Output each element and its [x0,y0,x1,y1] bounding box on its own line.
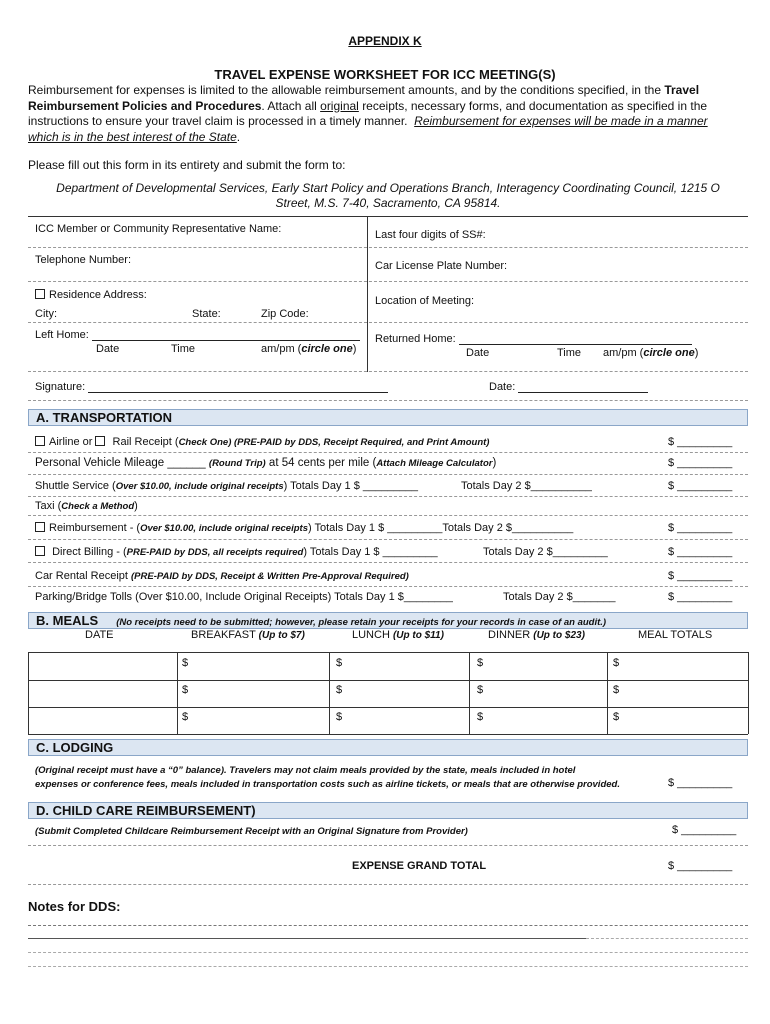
dinner-cell[interactable]: $ [477,657,484,669]
dinner-cell[interactable]: $ [477,684,484,696]
meals-col-date: DATE [85,629,114,641]
notes-line[interactable] [28,966,748,967]
divider [367,216,368,372]
reimbursement-amount-field[interactable]: $ _________ [668,522,733,534]
mailing-address: Department of Developmental Services, Early Start Policy and Operations Branch, Interagency Coordinating Council, 1215 O Street, M.S. 7-40, Sacramento, CA 95814. [56,181,720,210]
telephone-field[interactable]: Telephone Number: [35,254,132,266]
taxi-reimbursement-row[interactable]: Reimbursement - (Over $10.00, include original receipts) Totals Day 1 $ _________Totals Day 2 $__________ [35,522,573,534]
page-title: TRAVEL EXPENSE WORKSHEET FOR ICC MEETING(S) [214,67,556,82]
divider [28,884,748,885]
divider [28,371,748,372]
notes-line[interactable] [28,925,748,926]
divider [329,652,330,734]
meal-total-cell[interactable]: $ [613,684,620,696]
divider [28,400,748,401]
lunch-cell[interactable]: $ [336,711,343,723]
plate-field[interactable]: Car License Plate Number: [375,260,508,272]
divider [28,452,748,453]
divider [28,247,748,248]
meals-heading: B. MEALS (No receipts need to be submitted; however, please retain your receipts for your records in case of an audit.) [28,612,748,629]
divider [28,474,748,475]
shuttle-day2-field[interactable]: Totals Day 2 $__________ [461,480,592,492]
parking-amount-field[interactable]: $ _________ [668,591,733,603]
left-home-date-label: Date [96,343,120,355]
notes-line[interactable] [28,938,586,939]
shuttle-row[interactable]: Shuttle Service (Over $10.00, include original receipts) Totals Day 1 $ _________ [35,480,418,492]
divider [177,652,178,734]
parking-day2-field[interactable]: Totals Day 2 $_______ [503,591,616,603]
meal-total-cell[interactable]: $ [613,711,620,723]
parking-row[interactable]: Parking/Bridge Tolls (Over $10.00, Include Original Receipts) Totals Day 1 $________ [35,591,453,603]
divider [28,322,367,323]
divider [369,322,748,323]
divider [28,680,748,681]
meeting-location-field[interactable]: Location of Meeting: [375,295,475,307]
residence-checkbox[interactable] [35,289,45,299]
appendix-label: APPENDIX K [348,34,422,48]
notes-line[interactable] [28,952,748,953]
childcare-amount-field[interactable]: $ _________ [672,824,737,836]
lodging-amount-field[interactable]: $ _________ [668,777,733,789]
divider [748,652,749,734]
breakfast-cell[interactable]: $ [182,657,189,669]
city-field[interactable]: City: [35,308,57,320]
lodging-note-1: (Original receipt must have a “0” balance). Travelers may not claim meals provided by the state, meals included in hotel [35,765,576,776]
divider [28,562,748,563]
left-home-time-label: Time [171,343,196,355]
shuttle-amount-field[interactable]: $ _________ [668,480,733,492]
meals-col-total: MEAL TOTALS [638,629,713,641]
returned-ampm-label: am/pm (circle one) [603,347,699,359]
signature-date-field[interactable]: Date: [489,381,648,393]
lunch-cell[interactable]: $ [336,657,343,669]
grand-total-field[interactable]: $ _________ [668,860,733,872]
divider [28,652,29,734]
rail-checkbox[interactable] [95,436,105,446]
divider [28,281,748,282]
divider [28,216,748,217]
direct-billing-row[interactable]: Direct Billing - (PRE-PAID by DDS, all receipts required) Totals Day 1 $ _________ [35,546,438,558]
intro-paragraph: Reimbursement for expenses is limited to the allowable reimbursement amounts, and by the conditions specified, in the Travel Reimbursement Policies and Procedures. Attach all original receipts, necessary forms, and documentation as specified in the instructions to ensure your travel claim is processed in a timely manner. Reimbursement for expenses will be made in a manner which is in the best interest of the State. [28,83,708,144]
direct-billing-day2-field[interactable]: Totals Day 2 $_________ [483,546,608,558]
notes-line[interactable] [586,938,748,939]
childcare-heading: D. CHILD CARE REIMBURSEMENT) [28,802,748,819]
mileage-row[interactable]: Personal Vehicle Mileage ______ (Round Trip) at 54 cents per mile (Attach Mileage Calculator) [35,457,497,469]
divider [607,652,608,734]
divider [28,652,748,653]
notes-label: Notes for DDS: [28,899,121,914]
meal-total-cell[interactable]: $ [613,657,620,669]
airline-checkbox[interactable] [35,436,45,446]
direct-billing-checkbox[interactable] [35,546,45,556]
residence-address-field[interactable]: Residence Address: [35,289,147,301]
taxi-row: Taxi (Check a Method) [35,500,138,512]
mileage-amount-field[interactable]: $ _________ [668,457,733,469]
left-home-ampm-label: am/pm (circle one) [261,343,357,355]
left-home-field[interactable]: Left Home: [35,329,360,341]
meals-col-breakfast: BREAKFAST (Up to $7) [191,629,305,641]
divider [28,707,748,708]
meals-col-dinner: DINNER (Up to $23) [488,629,585,641]
ssn-field[interactable]: Last four digits of SS#: [375,229,486,241]
lunch-cell[interactable]: $ [336,684,343,696]
returned-date-label: Date [466,347,490,359]
zip-field[interactable]: Zip Code: [261,308,309,320]
divider [469,652,470,734]
state-field[interactable]: State: [192,308,221,320]
lodging-heading: C. LODGING [28,739,748,756]
submit-instruction: Please fill out this form in its entirety and submit the form to: [28,158,346,172]
breakfast-cell[interactable]: $ [182,684,189,696]
dinner-cell[interactable]: $ [477,711,484,723]
airline-rail-row: Airline or Rail Receipt (Check One) (PRE-PAID by DDS, Receipt Required, and Print Amount) [35,436,489,448]
returned-time-label: Time [557,347,582,359]
reimbursement-checkbox[interactable] [35,522,45,532]
divider [28,586,748,587]
car-rental-amount-field[interactable]: $ _________ [668,570,733,582]
divider [28,515,748,516]
divider [28,734,748,735]
divider [28,539,748,540]
grand-total-label: EXPENSE GRAND TOTAL [352,860,487,872]
member-name-field[interactable]: ICC Member or Community Representative Name: [35,223,282,235]
meals-col-lunch: LUNCH (Up to $11) [352,629,444,641]
lodging-note-2: expenses or conference fees, meals included in transportation costs such as airline tickets, or meals that are otherwise provided. [35,779,620,790]
divider [28,496,748,497]
divider [28,845,748,846]
breakfast-cell[interactable]: $ [182,711,189,723]
returned-home-field[interactable]: Returned Home: [375,333,692,345]
childcare-note: (Submit Completed Childcare Reimbursement Receipt with an Original Signature from Provider) [35,826,468,837]
signature-field[interactable]: Signature: [35,381,388,393]
car-rental-row[interactable]: Car Rental Receipt (PRE-PAID by DDS, Receipt & Written Pre-Approval Required) [35,570,409,582]
airline-amount-field[interactable]: $ _________ [668,436,733,448]
direct-billing-amount-field[interactable]: $ _________ [668,546,733,558]
transportation-heading: A. TRANSPORTATION [28,409,748,426]
